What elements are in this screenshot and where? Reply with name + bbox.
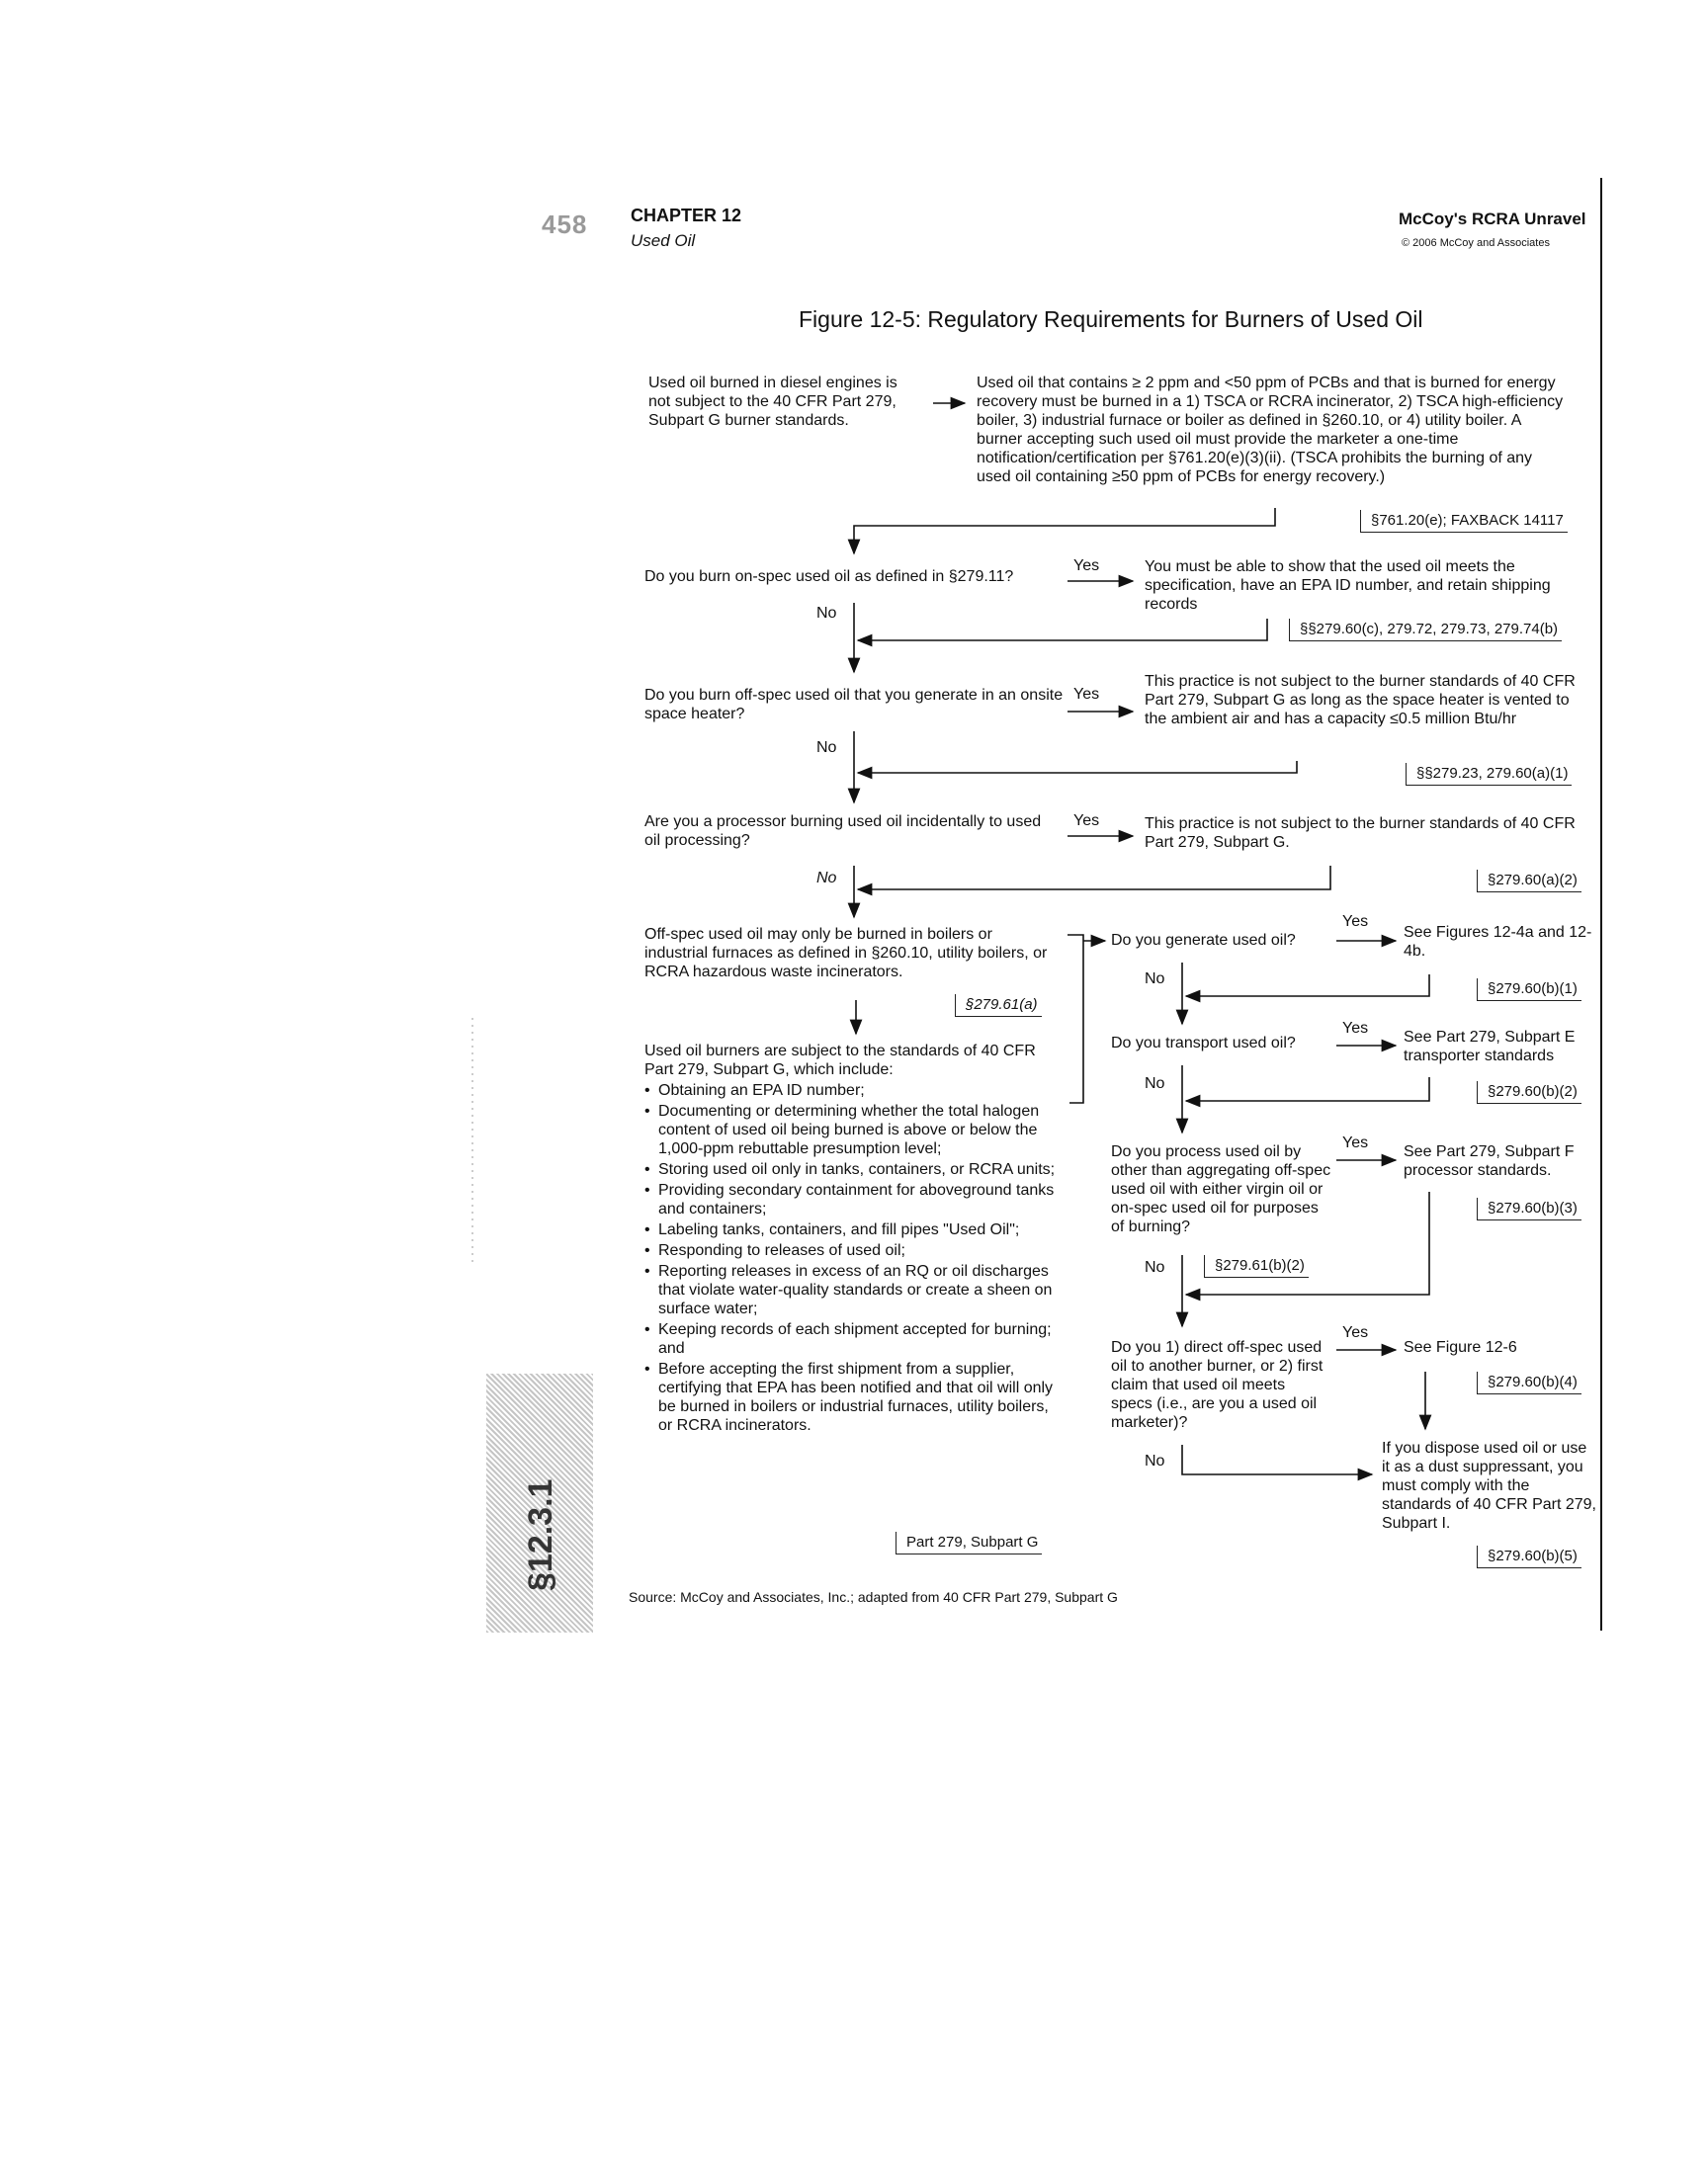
chapter-label: CHAPTER 12: [631, 206, 742, 225]
copyright: © 2006 McCoy and Associates: [1402, 237, 1550, 249]
offspec-ref: §279.61(a): [955, 994, 1042, 1017]
q5-question: Do you transport used oil?: [1111, 1035, 1296, 1051]
figure-title: Figure 12-5: Regulatory Requirements for Burners of Used Oil: [799, 306, 1423, 332]
section-stamp: [486, 1374, 593, 1633]
return-q4: [1186, 974, 1429, 996]
q1-no-label: No: [816, 605, 837, 622]
q3-result: This practice is not subject to the burner standards of 40 CFR Part 279, Subpart G.: [1145, 815, 1576, 851]
book-title: McCoy's RCRA Unravel: [1399, 210, 1586, 228]
page-number: 458: [542, 210, 588, 239]
q5-yes-label: Yes: [1342, 1020, 1369, 1037]
standards-item: • Storing used oil only in tanks, containers, or RCRA units;: [644, 1160, 1060, 1179]
dispose-ref: §279.60(b)(5): [1477, 1546, 1581, 1568]
standards-item: • Reporting releases in excess of an RQ or oil discharges that violate water-quality standards or create a sheen on surface water;: [644, 1262, 1060, 1318]
q3-no-label: No: [816, 870, 837, 886]
q5-no-label: No: [1145, 1075, 1165, 1092]
q2-no-label: No: [816, 739, 837, 756]
dispose-text: If you dispose used oil or use it as a dust suppressant, you must comply with the standards of 40 CFR Part 279, Subpart I.: [1382, 1440, 1596, 1532]
q6-yes-label: Yes: [1342, 1134, 1369, 1151]
arrow-q7-no: [1182, 1445, 1372, 1474]
standards-list: [644, 1081, 1060, 1435]
q3-ref: §279.60(a)(2): [1477, 870, 1581, 892]
standards-item: • Before accepting the first shipment from a supplier, certifying that EPA has been notified and that oil will only be burned in boilers or industrial furnaces, utility boilers, or RCRA incinerators.: [644, 1360, 1060, 1435]
q1-result: You must be able to show that the used oil meets the specification, have an EPA ID number, and retain shipping records: [1145, 558, 1551, 613]
return-q1: [858, 619, 1267, 640]
q7-ref: §279.60(b)(4): [1477, 1372, 1581, 1394]
q7-no-label: No: [1145, 1453, 1165, 1470]
arrow-pcb-q1: [854, 508, 1275, 553]
standards-item: • Keeping records of each shipment accepted for burning; and: [644, 1320, 1060, 1358]
q2-question: Do you burn off-spec used oil that you generate in an onsite space heater?: [644, 687, 1064, 722]
q6-no-label: No: [1145, 1259, 1165, 1276]
return-q2: [858, 761, 1297, 773]
q2-ref: §§279.23, 279.60(a)(1): [1406, 763, 1572, 786]
q1-ref: §§279.60(c), 279.72, 279.73, 279.74(b): [1289, 619, 1562, 641]
standards-block: [644, 1042, 1060, 1437]
offspec-text: Off-spec used oil may only be burned in boilers or industrial furnaces as defined in §260.10, utility boilers, or RCRA hazardous waste incinerators.: [644, 926, 1048, 980]
q6-result: See Part 279, Subpart F processor standards.: [1404, 1143, 1575, 1179]
section-stamp-label: §12.3.1: [522, 1478, 559, 1591]
return-q3: [858, 866, 1330, 889]
q2-yes-label: Yes: [1073, 686, 1100, 703]
q5-result: See Part 279, Subpart E transporter standards: [1404, 1029, 1576, 1064]
q6-ref: §279.60(b)(3): [1477, 1198, 1581, 1220]
q7-question: Do you 1) direct off-spec used oil to another burner, or 2) first claim that used oil meets specs (i.e., are you a used oil marketer)?: [1111, 1339, 1324, 1431]
standards-item: • Obtaining an EPA ID number;: [644, 1081, 1060, 1100]
q7-result: See Figure 12-6: [1404, 1339, 1517, 1356]
pcb-note: Used oil that contains ≥ 2 ppm and <50 ppm of PCBs and that is burned for energy recovery must be burned in a 1) TSCA or RCRA incinerator, 2) TSCA high-efficiency boiler, 3) industrial furnace or boiler as defined in §260.10, or 4) utility boiler. A burner accepting such used oil must provide the marketer a one-time notification/certification per §761.20(e)(3)(ii). (TSCA prohibits the burning of any used oil containing ≥50 ppm of PCBs for energy recovery.): [977, 375, 1564, 485]
q1-question: Do you burn on-spec used oil as defined in §279.11?: [644, 568, 1014, 585]
standards-intro: Used oil burners are subject to the standards of 40 CFR Part 279, Subpart G, which include:: [644, 1043, 1036, 1078]
return-q5: [1186, 1077, 1429, 1101]
standards-item: • Providing secondary containment for aboveground tanks and containers;: [644, 1181, 1060, 1218]
q5-ref: §279.60(b)(2): [1477, 1081, 1581, 1104]
q4-question: Do you generate used oil?: [1111, 932, 1296, 949]
q4-no-label: No: [1145, 970, 1165, 987]
q6-no-ref: §279.61(b)(2): [1204, 1255, 1309, 1278]
q6-question: Do you process used oil by other than aggregating off-spec used oil with either virgin oil or on-spec used oil for purposes of burning?: [1111, 1143, 1331, 1235]
standards-item: • Documenting or determining whether the total halogen content of used oil being burned is above or below the 1,000-ppm rebuttable presumption level;: [644, 1102, 1060, 1158]
diesel-note: Used oil burned in diesel engines is not subject to the 40 CFR Part 279, Subpart G burner standards.: [648, 375, 897, 429]
standards-item: • Responding to releases of used oil;: [644, 1241, 1060, 1260]
q3-question: Are you a processor burning used oil incidentally to used oil processing?: [644, 813, 1042, 849]
q4-yes-label: Yes: [1342, 913, 1369, 930]
bracket-to-right: [1068, 935, 1083, 1103]
figure-source: Source: McCoy and Associates, Inc.; adapted from 40 CFR Part 279, Subpart G: [629, 1589, 1118, 1605]
q3-yes-label: Yes: [1073, 812, 1100, 829]
q4-ref: §279.60(b)(1): [1477, 978, 1581, 1001]
q1-yes-label: Yes: [1073, 557, 1100, 574]
standards-ref: Part 279, Subpart G: [896, 1532, 1042, 1554]
q7-yes-label: Yes: [1342, 1324, 1369, 1341]
pcb-ref: §761.20(e); FAXBACK 14117: [1360, 510, 1568, 533]
chapter-subtitle: Used Oil: [631, 231, 696, 250]
q4-result: See Figures 12-4a and 12-4b.: [1404, 924, 1592, 960]
standards-item: • Labeling tanks, containers, and fill pipes "Used Oil";: [644, 1220, 1060, 1239]
q2-result: This practice is not subject to the burner standards of 40 CFR Part 279, Subpart G as long as the space heater is vented to the ambient air and has a capacity ≤0.5 million Btu/hr: [1145, 673, 1576, 727]
